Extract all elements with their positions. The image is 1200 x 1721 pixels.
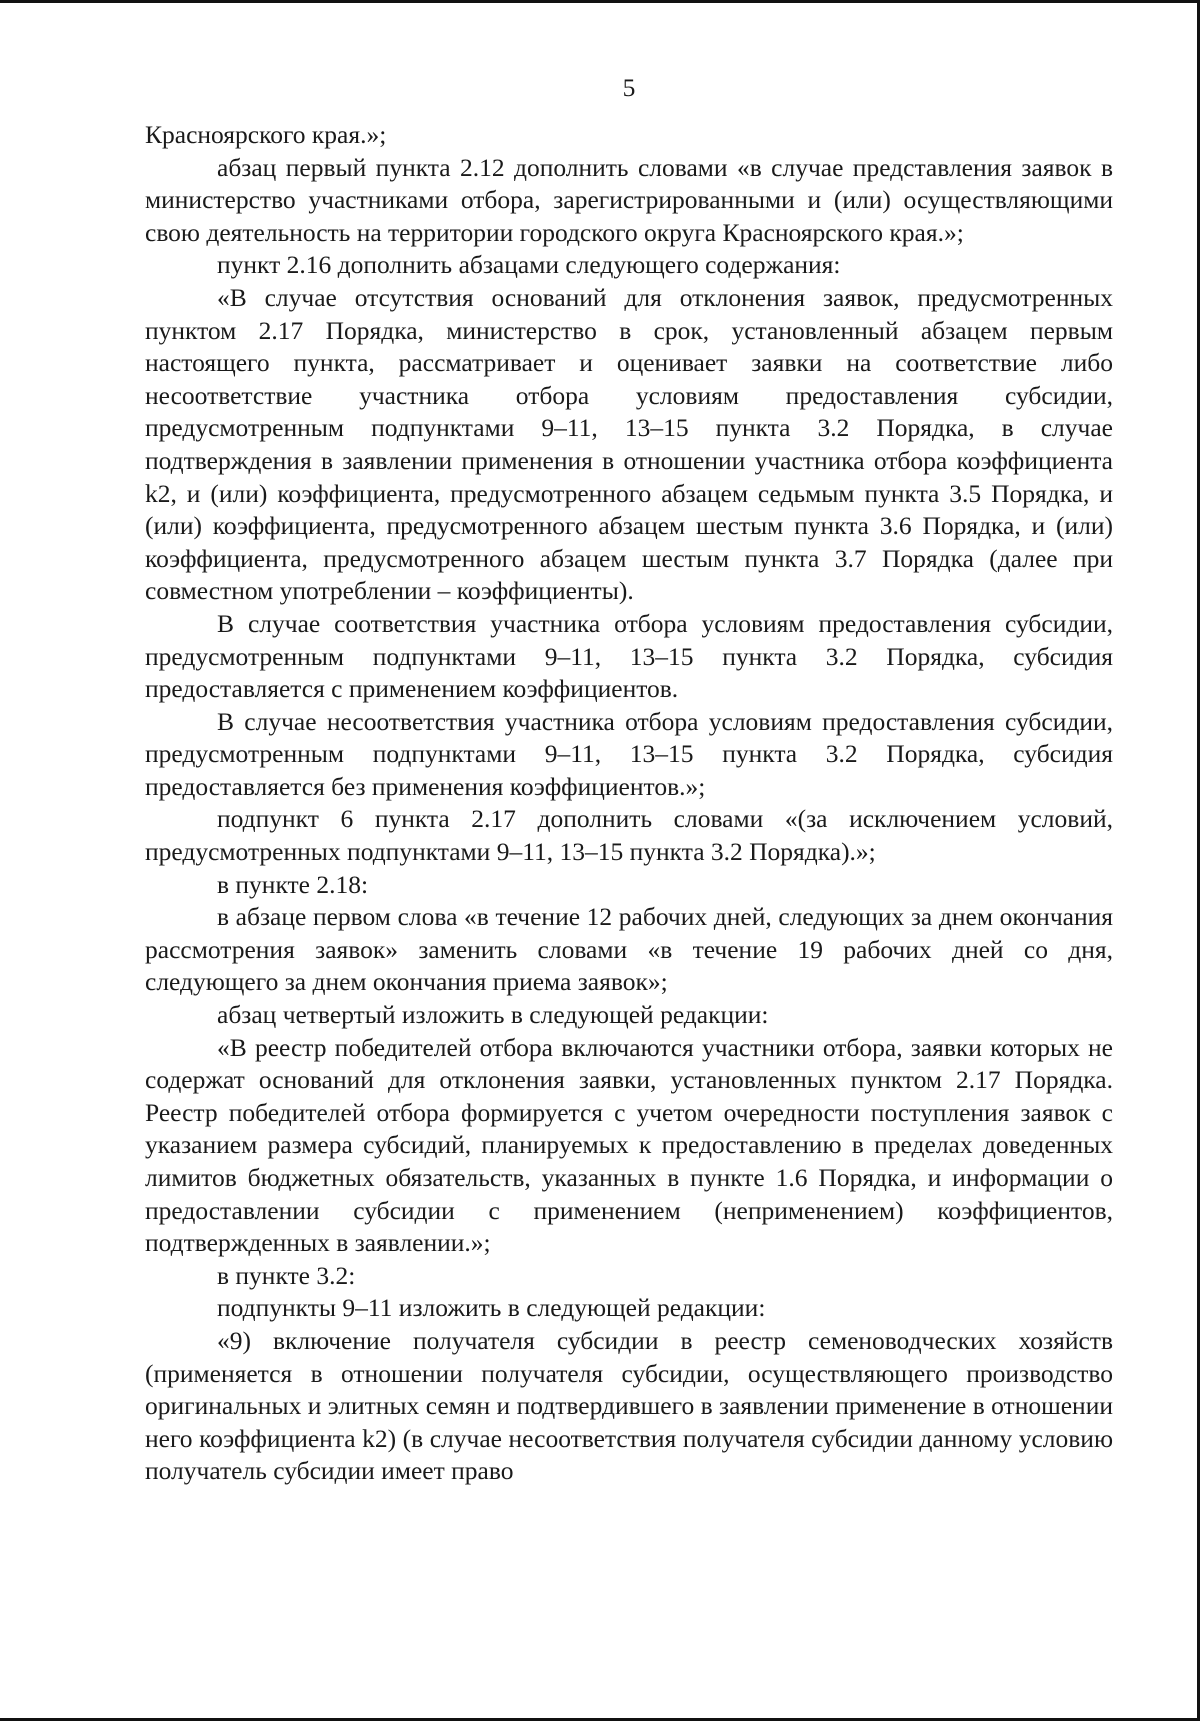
paragraph: в пункте 2.18: <box>217 869 369 899</box>
paragraph: В случае соответствия участника отбора условиям предоставления субсидии, предусмотренным подпунктами 9–11, 13–15 пункта 3.2 Порядка, субсидия предоставляется с применением коэффициентов. <box>145 608 1113 704</box>
paragraph: Красноярского края.»; <box>145 120 387 149</box>
paragraph: подпункт 6 пункта 2.17 дополнить словами «(за исключением условий, предусмотренных подпунктами 9–11, 13–15 пункта 3.2 Порядка).»; <box>145 804 1113 867</box>
document-body <box>145 119 1113 1488</box>
paragraph: абзац первый пункта 2.12 дополнить словами «в случае представления заявок в министерство участниками отбора, зарегистрированными и (или) осуществляющими свою деятельность на территории городского округа Красноярского края.»; <box>145 152 1113 247</box>
paragraph: «9) включение получателя субсидии в реестр семеноводческих хозяйств (применяется в отношении получателя субсидии, осуществляющего производство оригинальных и элитных семян и подтвердившего в заявлении применение в отношении него коэффициента k2) (в случае несоответствия получателя субсидии данному условию получатель субсидии имеет право <box>145 1325 1113 1486</box>
paragraph: «В реестр победителей отбора включаются участники отбора, заявки которых не содержат оснований для отклонения заявки, установленных пунктом 2.17 Порядка. Реестр победителей отбора формируется с учетом очередности поступления заявок с указанием размера субсидий, планируемых к предоставлению в пределах доведенных лимитов бюджетных обязательств, указанных в пункте 1.6 Порядка, и информации о предоставлении субсидии с применением (неприменением) коэффициентов, подтвержденных в заявлении.»; <box>145 1032 1113 1258</box>
paragraph: В случае несоответствия участника отбора условиям предоставления субсидии, предусмотренным подпунктами 9–11, 13–15 пункта 3.2 Порядка, субсидия предоставляется без применения коэффициентов.»; <box>145 706 1113 801</box>
paragraph: подпункты 9–11 изложить в следующей редакции: <box>217 1293 766 1323</box>
paragraph: в пункте 3.2: <box>217 1260 356 1290</box>
page-number: 5 <box>622 73 636 102</box>
paragraph: абзац четвертый изложить в следующей редакции: <box>217 1000 769 1030</box>
scan-border-top <box>0 0 1200 3</box>
paragraph: в абзаце первом слова «в течение 12 рабочих дней, следующих за днем окончания рассмотрения заявок» заменить словами «в течение 19 рабочих дней со дня, следующего за днем окончания приема заявок»; <box>145 902 1113 997</box>
paragraph: «В случае отсутствия оснований для отклонения заявок, предусмотренных пунктом 2.17 Порядка, министерство в срок, установленный абзацем первым настоящего пункта, рассматривает и оценивает заявки на соответствие либо несоответствие участника отбора условиям предоставления субсидии, предусмотренным подпунктами 9–11, 13–15 пункта 3.2 Порядка, в случае подтверждения в заявлении применения в отношении участника отбора коэффициента k2, и (или) коэффициента, предусмотренного абзацем седьмым пункта 3.5 Порядка, и (или) коэффициента, предусмотренного абзацем шестым пункта 3.6 Порядка, и (или) коэффициента, предусмотренного абзацем шестым пункта 3.7 Порядка (далее при совместном употреблении – коэффициенты). <box>145 282 1113 606</box>
paragraph: пункт 2.16 дополнить абзацами следующего содержания: <box>217 250 841 280</box>
